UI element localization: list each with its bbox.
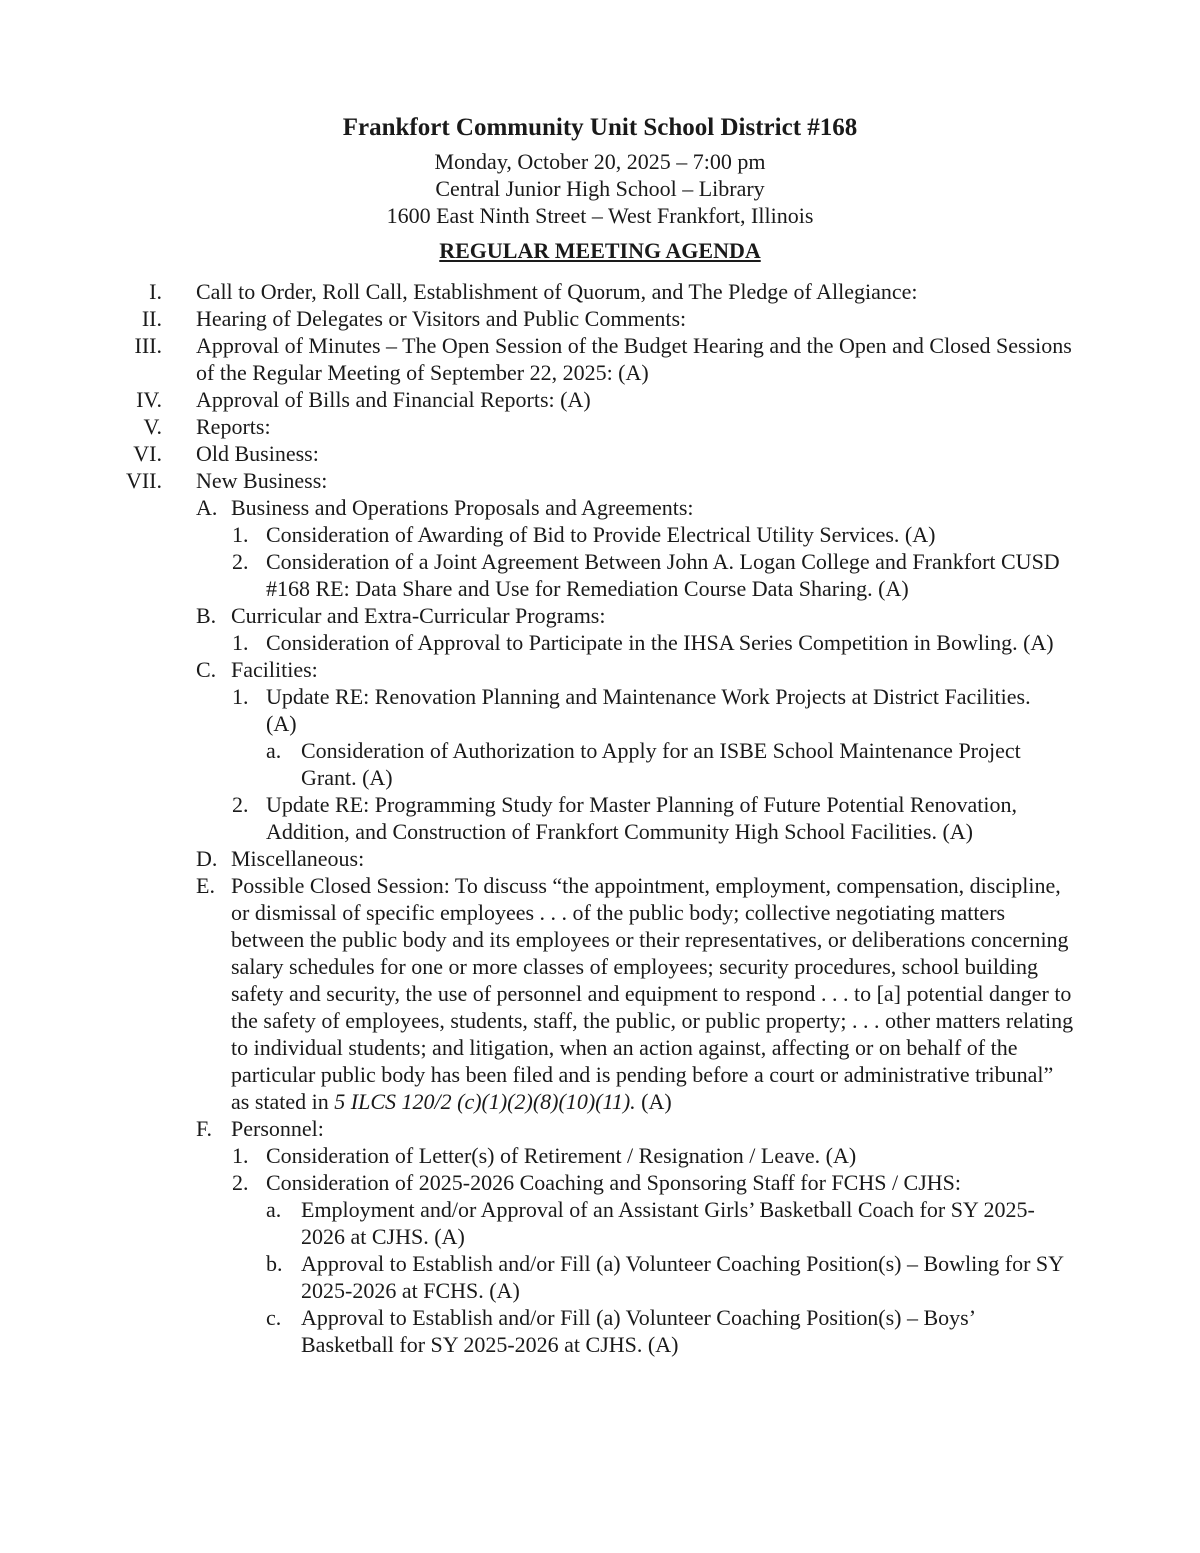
section-b <box>0 602 1076 629</box>
meeting-location: Central Junior High School – Library <box>435 176 765 201</box>
subitem-text: Approval to Establish and/or Fill (a) Volunteer Coaching Position(s) – Bowling for SY 2025-2026 at FCHS. (A) <box>301 1251 1064 1303</box>
item-text: Call to Order, Roll Call, Establishment of Quorum, and The Pledge of Allegiance: <box>196 279 918 304</box>
section-letter: F. <box>196 1116 212 1141</box>
item-text: Update RE: Renovation Planning and Maintenance Work Projects at District Facilities. (A) <box>266 684 1031 736</box>
item-number: 1. <box>232 684 249 709</box>
agenda-item-vi <box>0 440 1076 467</box>
item-text: Consideration of Letter(s) of Retirement / Resignation / Leave. (A) <box>266 1143 857 1168</box>
item-text: Approval of Bills and Financial Reports: (A) <box>196 387 591 412</box>
item-number: 1. <box>232 522 249 547</box>
section-c <box>0 656 1076 683</box>
item-number: VI. <box>133 441 162 466</box>
subitem-letter: a. <box>266 738 282 763</box>
section-text: Personnel: <box>231 1116 324 1141</box>
item-number: 2. <box>232 792 249 817</box>
item-number: III. <box>134 333 162 358</box>
subitem-text: Employment and/or Approval of an Assistant Girls’ Basketball Coach for SY 2025-2026 at CJHS. (A) <box>301 1197 1035 1249</box>
section-f-item-2b <box>0 1250 1071 1304</box>
subitem-text: Approval to Establish and/or Fill (a) Volunteer Coaching Position(s) – Boys’ Basketball for SY 2025-2026 at CJHS. (A) <box>301 1305 975 1357</box>
agenda-list <box>0 278 1200 1358</box>
agenda-item-iv <box>0 386 1076 413</box>
item-text: Consideration of Approval to Participate in the IHSA Series Competition in Bowling. (A) <box>266 630 1054 655</box>
section-f-item-2a <box>0 1196 1071 1250</box>
section-letter: D. <box>196 846 218 871</box>
item-text: New Business: <box>196 468 328 493</box>
section-c-item-2 <box>0 791 1066 845</box>
section-text: Miscellaneous: <box>231 846 365 871</box>
section-c-item-1a <box>0 737 1071 791</box>
section-e <box>0 872 1076 1115</box>
section-f <box>0 1115 1076 1142</box>
section-a-item-1 <box>0 521 1066 548</box>
agenda-heading: REGULAR MEETING AGENDA <box>439 238 761 263</box>
section-c-item-1 <box>0 683 1066 737</box>
section-a <box>0 494 1076 521</box>
document-header <box>0 108 1200 265</box>
agenda-item-i <box>0 278 1076 305</box>
section-b-item-1 <box>0 629 1066 656</box>
item-text: Consideration of Awarding of Bid to Provide Electrical Utility Services. (A) <box>266 522 936 547</box>
section-text: Facilities: <box>231 657 318 682</box>
section-letter: C. <box>196 657 217 682</box>
district-title: Frankfort Community Unit School District #168 <box>342 114 858 141</box>
item-text: Reports: <box>196 414 271 439</box>
section-f-item-2 <box>0 1169 1066 1196</box>
subitem-letter: a. <box>266 1197 282 1222</box>
agenda-item-vii <box>0 467 1076 494</box>
meeting-date: Monday, October 20, 2025 – 7:00 pm <box>434 149 766 174</box>
item-text: Approval of Minutes – The Open Session of the Budget Hearing and the Open and Closed Sessions of the Regular Meeting of September 22, 2025: (A) <box>196 333 1072 385</box>
item-number: 1. <box>232 1143 249 1168</box>
item-number: 2. <box>232 1170 249 1195</box>
item-text: Old Business: <box>196 441 319 466</box>
item-number: I. <box>149 279 162 304</box>
section-text: Curricular and Extra-Curricular Programs: <box>231 603 606 628</box>
section-a-item-2 <box>0 548 1066 602</box>
item-text: Consideration of 2025-2026 Coaching and Sponsoring Staff for FCHS / CJHS: <box>266 1170 962 1195</box>
subitem-letter: c. <box>266 1305 282 1330</box>
item-number: VII. <box>125 468 162 493</box>
agenda-item-iii <box>0 332 1076 386</box>
subitem-letter: b. <box>266 1251 283 1276</box>
item-text: Hearing of Delegates or Visitors and Public Comments: <box>196 306 687 331</box>
item-number: IV. <box>136 387 162 412</box>
subitem-text: Consideration of Authorization to Apply for an ISBE School Maintenance Project Grant. (A) <box>301 738 1021 790</box>
item-number: II. <box>141 306 162 331</box>
action-marker: (A) <box>635 1089 672 1114</box>
section-f-item-1 <box>0 1142 1066 1169</box>
item-text: Update RE: Programming Study for Master Planning of Future Potential Renovation, Addition, and Construction of Frankfort Community High School Facilities. (A) <box>266 792 1017 844</box>
item-number: V. <box>143 414 162 439</box>
section-text: Business and Operations Proposals and Agreements: <box>231 495 694 520</box>
section-letter: B. <box>196 603 217 628</box>
item-number: 2. <box>232 549 249 574</box>
statute-citation: 5 ILCS 120/2 (c)(1)(2)(8)(10)(11). <box>334 1089 636 1114</box>
closed-session-text: Possible Closed Session: To discuss “the appointment, employment, compensation, discipline, or dismissal of specific employees . . . of the public body; collective negotiating matters between the public body and its employees or their representatives, or deliberations concerning salary schedules for one or more classes of employees; security procedures, school building safety and security, the use of personnel and equipment to respond . . . to [a] potential danger to the safety of employees, students, staff, the public, or public property; . . . other matters relating to individual students; and litigation, when an action against, affecting or on behalf of the particular public body has been filed and is pending before a court or administrative tribunal” as stated in <box>231 873 1074 1114</box>
meeting-address: 1600 East Ninth Street – West Frankfort, Illinois <box>386 203 814 228</box>
agenda-item-ii <box>0 305 1076 332</box>
section-d <box>0 845 1076 872</box>
item-number: 1. <box>232 630 249 655</box>
section-letter: E. <box>196 873 215 898</box>
item-text: Consideration of a Joint Agreement Between John A. Logan College and Frankfort CUSD #168 RE: Data Share and Use for Remediation Course Data Sharing. (A) <box>266 549 1060 601</box>
section-f-item-2c <box>0 1304 1071 1358</box>
section-letter: A. <box>196 495 218 520</box>
agenda-item-v <box>0 413 1076 440</box>
